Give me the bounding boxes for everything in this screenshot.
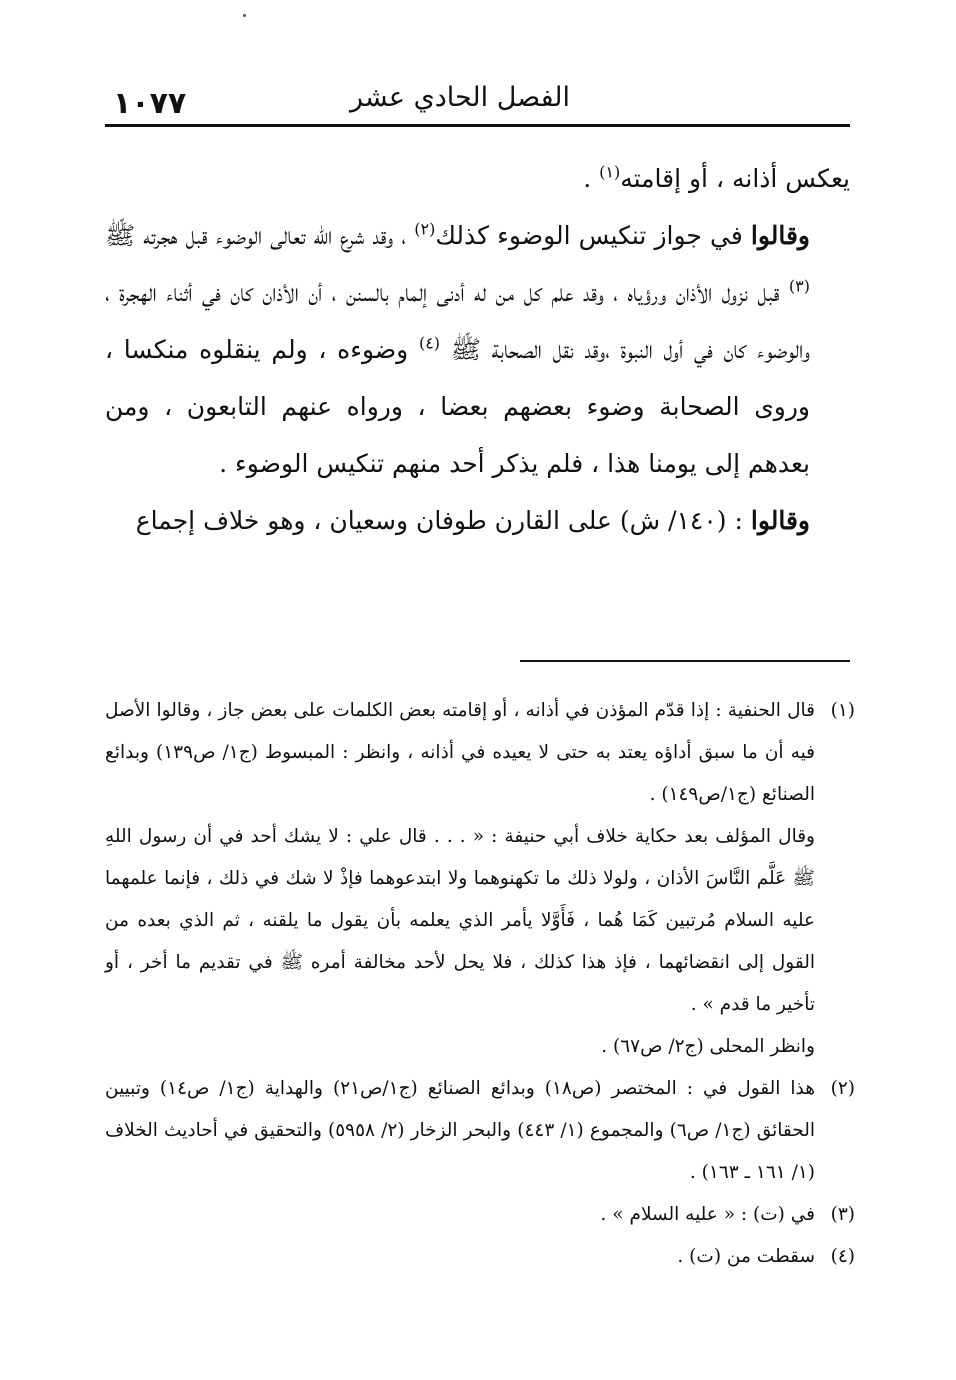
footnote-number: (١)	[830, 700, 855, 721]
footnote-number: (٣)	[830, 1204, 855, 1225]
footnote-4	[105, 1236, 855, 1278]
footnote-ref-4[interactable]: (٤)	[418, 333, 441, 353]
footnote-text: سقطت من (ت) .	[677, 1246, 815, 1267]
header-rule	[105, 124, 850, 127]
footnote-ref-1[interactable]: (١)	[599, 162, 621, 182]
footnote-3	[105, 1194, 855, 1236]
speck	[243, 14, 246, 17]
footnote-ref-2[interactable]: (٢)	[414, 219, 436, 239]
page-header	[105, 78, 850, 122]
footnote-number: (٢)	[830, 1078, 855, 1099]
running-title: الفصل الحادي عشر	[349, 82, 570, 113]
page-number: ١٠٧٧	[113, 86, 187, 121]
footnote-text: وانظر المحلى (ج٢/ ص٦٧) .	[601, 1036, 815, 1057]
footnote-ref-3[interactable]: (٣)	[788, 276, 810, 296]
footnote-text: قال الحنفية : إذا قدّم المؤذن في أذانه ، أو إقامته بعض الكلمات على بعض جاز ، وقالوا الأصل فيه أن ما سبق أداؤه يعتد به حتى لا يعيده في أذانه ، وانظر : المبسوط (ج١/ ص١٣٩) وبدائع الصنائع (ج١/ص١٤٩) .	[105, 700, 816, 805]
main-text	[105, 150, 850, 549]
footnote-text: في (ت) : « عليه السلام » .	[600, 1204, 815, 1225]
footnote-text: هذا القول في : المختصر (ص١٨) وبدائع الصنائع (ج١/ص٢١) والهداية (ج١/ ص١٤) وتبيين الحقائق (ج١/ ص٦) والمجموع (١/ ٤٤٣) والبحر الزخار (٢/ ٥٩٥٨) والتحقيق في أحاديث الخلاف (١/ ١٦١ ـ ١٦٣) .	[105, 1078, 816, 1183]
paragraph-lead: وقالوا	[750, 506, 810, 535]
footnotes	[105, 690, 855, 1278]
paragraph-1: يعكس أذانه ، أو إقامته$^{(١)}$ .	[583, 162, 850, 193]
paragraph-lead: وقالوا	[750, 221, 810, 250]
footnote-1	[105, 690, 855, 1068]
footnote-separator	[520, 660, 850, 662]
footnote-text: وقال المؤلف بعد حكاية خلاف أبي حنيفة : « . . . قال علي : لا يشك أحد في أن رسول اللهِ ﷺ عَلَّم النَّاسَ الأذان ، ولولا ذلك ما تكهنوهما ولا ابتدعوهما فإذْ لا شك في ذلك ، فإنما علمهما عليه السلام مُرتبين كَمَا هُما ، فَأَوَّلا يأمر الذي يعلمه بأن يقول ما يلقنه ، ثم الذي بعده من القول إلى انقضائهما ، فإذ هذا كذلك ، فلا يحل لأحد مخالفة أمره ﷺ في تقديم ما أخر ، أو تأخير ما قدم » .	[105, 826, 815, 1015]
paragraph-3: وقالوا : (١٤٠/ ش) على القارن طوفان وسعيان ، وهو خلاف إجماع	[135, 506, 810, 535]
footnote-2	[105, 1068, 855, 1194]
footnote-number: (٤)	[830, 1246, 855, 1267]
paragraph-2: وقالوا في جواز تنكيس الوضوء كذلك$^{(٢)}$ ، وقد شرع الله تعالى الوضوء قبل هجرته ﷺ $^{(٣)}$ قبل نزول الأذان ورؤياه ، وقد علم كل من له أدنى إلمام بالسنن ، أن الأذان كان في أثناء الهجرة ، والوضوء كان في أول النبوة ،وقد نقل الصحابة ﷺ $^{(٤)}$ وضوءه ، ولم ينقلوه منكسا ، وروى الصحابة وضوء بعضهم بعضا ، ورواه عنهم التابعون ، ومن بعدهم إلى يومنا هذا ، فلم يذكر أحد منهم تنكيس الوضوء .	[105, 219, 810, 478]
